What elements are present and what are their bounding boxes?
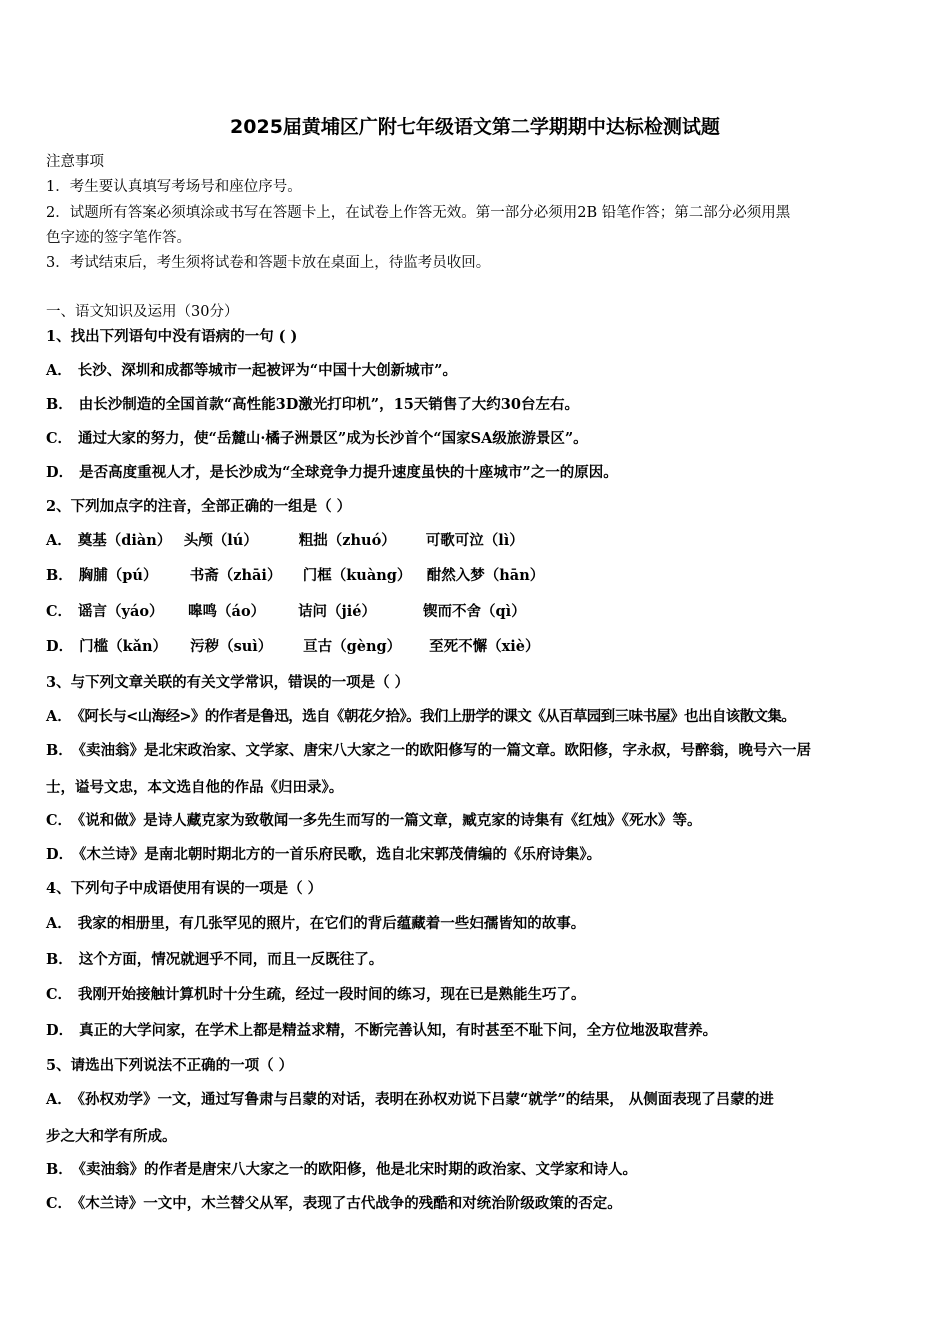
pinyin-item: 嗥鸣（áo） xyxy=(188,603,266,620)
option-label: B． xyxy=(46,951,73,968)
option-text: 《木兰诗》是南北朝时期北方的一首乐府民歌，选自北宋郭茂倩编的《乐府诗集》。 xyxy=(79,846,602,863)
q3-option-d xyxy=(46,845,908,865)
option-label: C． xyxy=(46,430,73,447)
pinyin-item: 门框（kuàng） xyxy=(302,567,412,584)
q1-option-d xyxy=(46,463,908,483)
option-label: A． xyxy=(46,708,72,725)
option-text: 《木兰诗》一文中，木兰替父从军，表现了古代战争的残酷和对统治阶级政策的否定。 xyxy=(78,1195,622,1212)
option-text: 这个方面，情况就迥乎不同，而且一反既往了。 xyxy=(78,951,384,968)
page-title: 2025届黄埔区广附七年级语文第二学期期中达标检测试题 xyxy=(230,116,720,138)
option-text: 长沙、深圳和成都等城市一起被评为“中国十大创新城市”。 xyxy=(77,362,457,379)
q4-stem: 4、下列句子中成语使用有误的一项是（ ） xyxy=(46,880,323,897)
option-label: A． xyxy=(46,915,72,932)
option-text: 《阿长与<山海经>》的作者是鲁迅，选自《朝花夕拾》。我们上册学的课文《从百草园到三味书屋》也出自该散文集。 xyxy=(77,708,796,725)
q4-option-c xyxy=(46,985,908,1005)
option-text: 《卖油翁》的作者是唐宋八大家之一的欧阳修，他是北宋时期的政治家、文学家和诗人。 xyxy=(78,1161,638,1178)
pinyin-item: 污秽（suì） xyxy=(190,638,273,655)
pinyin-item: 酣然入梦（hān） xyxy=(426,567,545,584)
option-label: D． xyxy=(46,1022,74,1039)
option-text: 我刚开始接触计算机时十分生疏，经过一段时间的练习，现在已是熟能生巧了。 xyxy=(78,986,586,1003)
notice-item-2-cont: 色字迹的签字笔作答。 xyxy=(46,230,191,246)
option-text: 《卖油翁》是北宋政治家、文学家、唐宋八大家之一的欧阳修写的一篇文章。欧阳修，字永叔，号醉翁，晚号六一居 xyxy=(78,742,812,759)
q2-option-c xyxy=(46,602,908,622)
q2-option-b xyxy=(46,566,908,586)
option-label: D． xyxy=(46,846,74,863)
q2-stem: 2、下列加点字的注音，全部正确的一组是（ ） xyxy=(46,498,352,515)
notice-item-2: 2．试题所有答案必须填涂或书写在答题卡上，在试卷上作答无效。第一部分必须用2B 铅笔作答；第二部分必须用黑 xyxy=(46,205,791,221)
q2-option-a xyxy=(46,531,908,551)
q2-option-d xyxy=(46,637,908,657)
option-label: C． xyxy=(46,986,73,1003)
option-text: 《孙权劝学》一文，通过写鲁肃与吕蒙的对话，表明在孙权劝说下吕蒙“就学”的结果， 从侧面表现了吕蒙的进 xyxy=(77,1091,774,1108)
q3-option-a xyxy=(46,707,908,727)
q3-option-c xyxy=(46,811,908,831)
pinyin-item: 胸脯（pú） xyxy=(78,567,158,584)
q5-option-c xyxy=(46,1194,908,1214)
pinyin-item: 锲而不舍（qì） xyxy=(423,603,526,620)
pinyin-item: 谣言（yáo） xyxy=(78,603,164,620)
pinyin-item: 奠基（diàn） xyxy=(77,532,172,549)
option-text: 通过大家的努力，使“岳麓山·橘子洲景区”成为长沙首个“国家SA级旅游景区”。 xyxy=(78,430,588,447)
q1-stem: 1、找出下列语句中没有语病的一句 ( ) xyxy=(46,328,298,345)
pinyin-item: 可歌可泣（lì） xyxy=(425,532,524,549)
pinyin-item: 至死不懈（xiè） xyxy=(429,638,540,655)
q4-option-a xyxy=(46,914,908,934)
q1-option-a xyxy=(46,361,908,381)
option-label: B． xyxy=(46,396,73,413)
q1-option-c xyxy=(46,429,908,449)
pinyin-item: 粗拙（zhuó） xyxy=(298,532,396,549)
pinyin-item: 亘古（gèng） xyxy=(303,638,402,655)
option-label: B． xyxy=(46,1161,73,1178)
option-text: 我家的相册里，有几张罕见的照片，在它们的背后蕴藏着一些妇孺皆知的故事。 xyxy=(77,915,586,932)
q5-option-a xyxy=(46,1090,908,1110)
option-label: B． xyxy=(46,567,73,584)
option-label: C． xyxy=(46,603,73,620)
notice-heading: 注意事项 xyxy=(46,154,104,170)
option-label: D． xyxy=(46,464,74,481)
option-label: A． xyxy=(46,1091,72,1108)
option-label: C． xyxy=(46,812,73,829)
q4-option-d xyxy=(46,1021,908,1041)
option-text: 是否高度重视人才，是长沙成为“全球竞争力提升速度虽快的十座城市”之一的原因。 xyxy=(79,464,618,481)
q3-option-b xyxy=(46,741,908,761)
option-label: B． xyxy=(46,742,73,759)
option-label: A． xyxy=(46,362,72,379)
q5-option-b xyxy=(46,1160,908,1180)
option-text: 由长沙制造的全国首款“高性能3D激光打印机”，15天销售了大约30台左右。 xyxy=(78,396,579,413)
q5-stem: 5、请选出下列说法不正确的一项（ ） xyxy=(46,1057,294,1074)
pinyin-item: 头颅（lú） xyxy=(183,532,258,549)
section-heading: 一、语文知识及运用（30分） xyxy=(46,304,239,320)
pinyin-item: 诘问（jié） xyxy=(298,603,377,620)
option-label: A． xyxy=(46,532,72,549)
option-text: 真正的大学问家，在学术上都是精益求精，不断完善认知，有时甚至不耻下问，全方位地汲取营养。 xyxy=(79,1022,718,1039)
notice-item-3: 3．考试结束后，考生须将试卷和答题卡放在桌面上，待监考员收回。 xyxy=(46,255,491,271)
option-text: 《说和做》是诗人藏克家为致敬闻一多先生而写的一篇文章，臧克家的诗集有《红烛》《死水》等。 xyxy=(78,812,702,829)
q3-stem: 3、与下列文章关联的有关文学常识，错误的一项是（ ） xyxy=(46,674,410,691)
pinyin-item: 书斋（zhāi） xyxy=(189,567,282,584)
q1-option-b xyxy=(46,395,908,415)
q4-option-b xyxy=(46,950,908,970)
option-label: C． xyxy=(46,1195,73,1212)
pinyin-item: 门槛（kǎn） xyxy=(79,638,168,655)
option-label: D． xyxy=(46,638,74,655)
q3-option-b-cont: 士，谥号文忠，本文选自他的作品《归田录》。 xyxy=(46,779,344,796)
q5-option-a-cont: 步之大和学有所成。 xyxy=(46,1128,177,1145)
notice-item-1: 1．考生要认真填写考场号和座位序号。 xyxy=(46,179,302,195)
